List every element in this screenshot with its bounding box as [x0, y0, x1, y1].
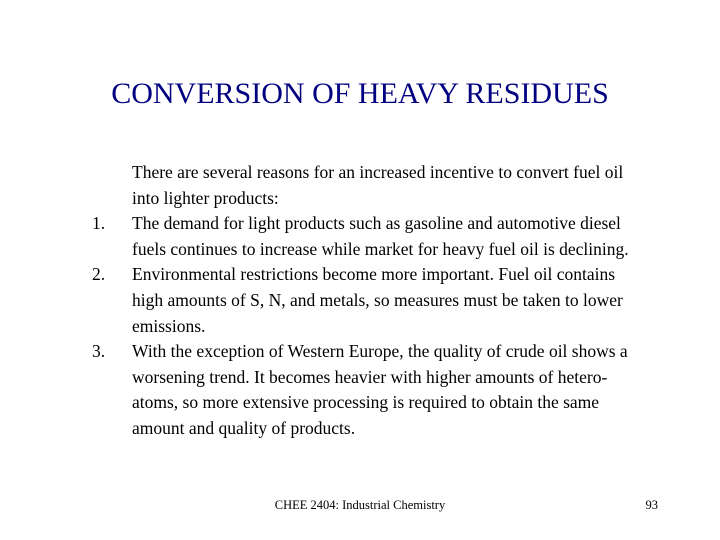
slide-body — [92, 160, 632, 442]
list-item — [92, 339, 632, 441]
footer-course: CHEE 2404: Industrial Chemistry — [274, 498, 446, 512]
list-number: 2. — [92, 264, 106, 285]
list-item — [92, 262, 632, 339]
footer-page-number: 93 — [645, 498, 658, 512]
list-number: 3. — [92, 341, 106, 362]
list-item-text: The demand for light products such as gasoline and automotive diesel fuels continues to increase while market for heavy fuel oil is declining. — [132, 213, 629, 259]
list-number: 1. — [92, 213, 106, 234]
list-item — [92, 211, 632, 262]
intro-paragraph: There are several reasons for an increased incentive to convert fuel oil into lighter products: — [132, 162, 624, 208]
list-item-text: Environmental restrictions become more important. Fuel oil contains high amounts of S, N, and metals, so measures must be taken to lower emissions. — [132, 264, 623, 336]
slide-title: CONVERSION OF HEAVY RESIDUES — [111, 77, 609, 110]
list-item-text: With the exception of Western Europe, the quality of crude oil shows a worsening trend. It becomes heavier with higher amounts of hetero-atoms, so more extensive processing is required to obtain the same amount and quality of products. — [132, 341, 628, 438]
